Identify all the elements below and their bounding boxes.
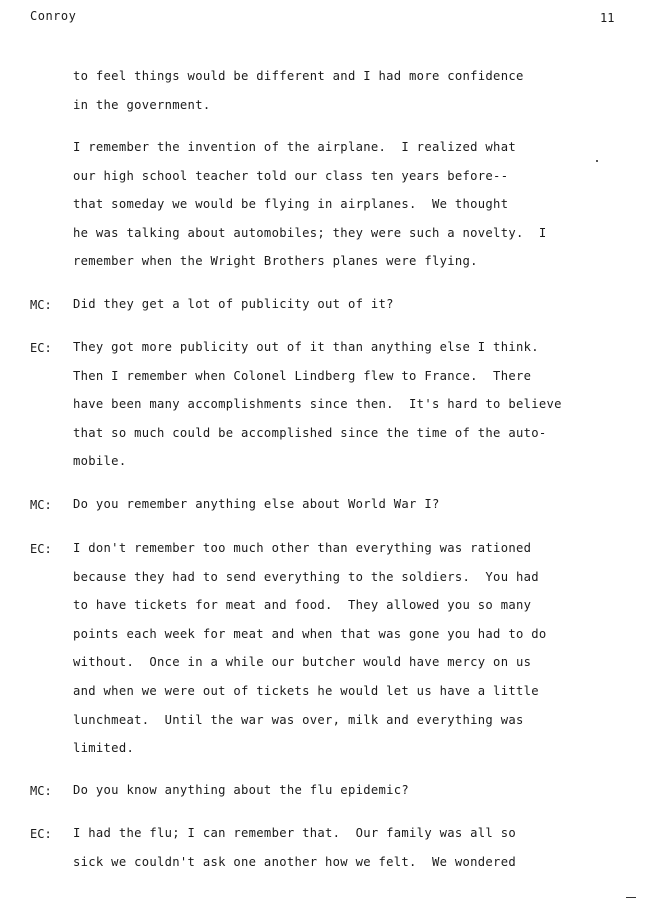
text-line: that someday we would be flying in airplanes. We thought bbox=[73, 197, 509, 212]
speaker-label: MC: bbox=[30, 498, 52, 512]
text-line: without. Once in a while our butcher would have mercy on us bbox=[73, 655, 532, 670]
text-line: he was talking about automobiles; they were such a novelty. I bbox=[73, 225, 547, 240]
text-line: have been many accomplishments since then. It's hard to believe bbox=[73, 397, 562, 412]
text-line: remember when the Wright Brothers planes were flying. bbox=[73, 254, 478, 269]
header-interviewee-name: Conroy bbox=[30, 9, 77, 23]
transcript-paragraph bbox=[73, 490, 633, 519]
speaker-label: EC: bbox=[30, 827, 52, 841]
speaker-label: MC: bbox=[30, 298, 52, 312]
text-line: They got more publicity out of it than anything else I think. bbox=[73, 340, 539, 354]
text-line: sick we couldn't ask one another how we felt. We wondered bbox=[73, 854, 516, 869]
speaker-label: MC: bbox=[30, 784, 52, 798]
page-number: 11 bbox=[600, 11, 615, 25]
transcript-paragraph bbox=[73, 62, 633, 119]
scan-speck bbox=[596, 160, 598, 162]
transcript-paragraph bbox=[73, 333, 633, 476]
text-line: and when we were out of tickets he would let us have a little bbox=[73, 683, 539, 698]
text-line: Do you know anything about the flu epidemic? bbox=[73, 783, 410, 797]
text-line: because they had to send everything to the soldiers. You had bbox=[73, 569, 539, 584]
text-line: to have tickets for meat and food. They allowed you so many bbox=[73, 598, 532, 613]
speaker-label: EC: bbox=[30, 542, 52, 556]
transcript-paragraph bbox=[73, 819, 633, 876]
text-line: in the government. bbox=[73, 97, 211, 112]
text-line: limited. bbox=[73, 741, 135, 756]
speaker-label: EC: bbox=[30, 341, 52, 355]
text-line: Did they get a lot of publicity out of it? bbox=[73, 297, 394, 311]
text-line: our high school teacher told our class ten years before-- bbox=[73, 168, 509, 183]
transcript-paragraph bbox=[73, 534, 633, 763]
transcript-paragraph bbox=[73, 133, 633, 276]
text-line: I had the flu; I can remember that. Our family was all so bbox=[73, 826, 516, 840]
text-line: lunchmeat. Until the war was over, milk and everything was bbox=[73, 712, 524, 727]
text-line: points each week for meat and when that was gone you had to do bbox=[73, 626, 547, 641]
text-line: mobile. bbox=[73, 454, 127, 469]
text-line: Then I remember when Colonel Lindberg flew to France. There bbox=[73, 368, 532, 383]
text-line: that so much could be accomplished since the time of the auto- bbox=[73, 425, 547, 440]
transcript-paragraph bbox=[73, 776, 633, 805]
text-line: I remember the invention of the airplane. I realized what bbox=[73, 140, 516, 154]
text-line: I don't remember too much other than everything was rationed bbox=[73, 541, 532, 555]
text-line: Do you remember anything else about World War I? bbox=[73, 497, 440, 511]
transcript-paragraph bbox=[73, 290, 633, 319]
text-line: to feel things would be different and I had more confidence bbox=[73, 69, 524, 83]
scan-mark bbox=[626, 897, 636, 898]
